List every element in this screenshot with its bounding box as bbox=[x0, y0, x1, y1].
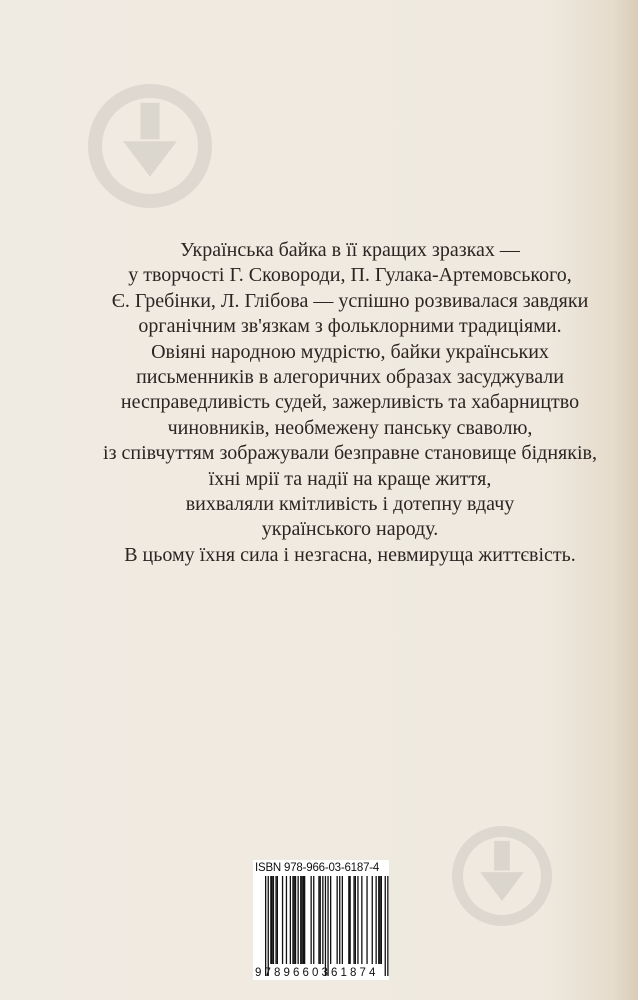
barcode-bar bbox=[355, 876, 356, 964]
barcode-bar bbox=[322, 876, 323, 964]
barcode-bar bbox=[379, 876, 380, 964]
watermark-logo-icon bbox=[88, 84, 212, 208]
barcode-bar bbox=[330, 876, 331, 964]
barcode-bar bbox=[272, 876, 273, 964]
blurb-line: органічним зв'язкам з фольклорними традиціями. bbox=[138, 315, 562, 338]
barcode-bar bbox=[295, 876, 296, 964]
barcode-bar bbox=[337, 876, 338, 964]
barcode-bar bbox=[339, 876, 340, 964]
barcode-bar bbox=[327, 876, 328, 976]
blurb-line: В цьому їхня сила і незгасна, невмируща життєвість. bbox=[124, 543, 576, 566]
barcode-bar bbox=[385, 876, 386, 976]
barcode-bar bbox=[372, 876, 373, 964]
barcode-bar bbox=[376, 876, 377, 964]
blurb-line: українського народу. bbox=[261, 518, 439, 541]
barcode-bar bbox=[342, 876, 343, 964]
isbn-label: ISBN 978-966-03-6187-4 bbox=[255, 862, 380, 874]
blurb-line: із співчуттям зображували безправне становище бідняків, bbox=[103, 442, 597, 465]
barcode-bar bbox=[294, 876, 295, 964]
barcode-digits: 9789660361874 bbox=[255, 967, 379, 979]
barcode-bar bbox=[311, 876, 312, 964]
barcode-bar bbox=[265, 876, 266, 976]
barcode-bars bbox=[253, 876, 389, 976]
barcode-bar bbox=[357, 876, 358, 964]
barcode-bar bbox=[277, 876, 278, 964]
blurb-line: Овіяні народною мудрістю, байки українських bbox=[151, 340, 549, 363]
barcode-bar bbox=[361, 876, 362, 964]
blurb-line: Українська байка в її кращих зразках — bbox=[180, 239, 520, 261]
blurb-line: вихваляли кмітливість і дотепну вдачу bbox=[185, 493, 515, 516]
barcode-bar bbox=[325, 876, 326, 976]
barcode-bar bbox=[304, 876, 305, 964]
barcode-bar bbox=[275, 876, 276, 964]
barcode-bar bbox=[348, 876, 349, 964]
blurb-line: несправедливість судей, зажерливість та хабарництво bbox=[120, 391, 580, 414]
watermark-logo-icon bbox=[452, 826, 552, 926]
blurb-line: письменників в алегоричних образах засуджували bbox=[136, 366, 564, 389]
barcode-bar bbox=[292, 876, 293, 964]
blurb-line: у творчості Г. Сковороди, П. Гулака-Артемовського, bbox=[128, 264, 572, 287]
barcode-bar bbox=[303, 876, 304, 964]
barcode-bar bbox=[290, 876, 291, 964]
barcode-bar bbox=[268, 876, 269, 976]
barcode-bar bbox=[282, 876, 283, 964]
blurb-line: їхні мрії та надії на краще життя, bbox=[208, 467, 492, 490]
barcode-bar bbox=[270, 876, 271, 964]
barcode-bar bbox=[378, 876, 379, 964]
back-cover-blurb bbox=[100, 238, 600, 568]
barcode-bar bbox=[350, 876, 351, 964]
barcode-bar bbox=[298, 876, 299, 964]
barcode-bar bbox=[273, 876, 274, 964]
barcode-bar bbox=[320, 876, 321, 964]
isbn-barcode bbox=[253, 860, 389, 980]
barcode-bar bbox=[381, 876, 382, 964]
barcode-bar bbox=[387, 876, 388, 976]
barcode-bar bbox=[313, 876, 314, 964]
barcode-bar bbox=[353, 876, 354, 964]
blurb-line: чиновників, необмежену панську сваволю, bbox=[167, 416, 533, 439]
barcode-bar bbox=[300, 876, 301, 964]
barcode-bar bbox=[318, 876, 319, 964]
barcode-bar bbox=[286, 876, 287, 964]
barcode-bar bbox=[366, 876, 367, 964]
barcode-bar bbox=[301, 876, 302, 964]
blurb-line: Є. Гребінки, Л. Глібова — успішно розвивалася завдяки bbox=[111, 289, 589, 312]
